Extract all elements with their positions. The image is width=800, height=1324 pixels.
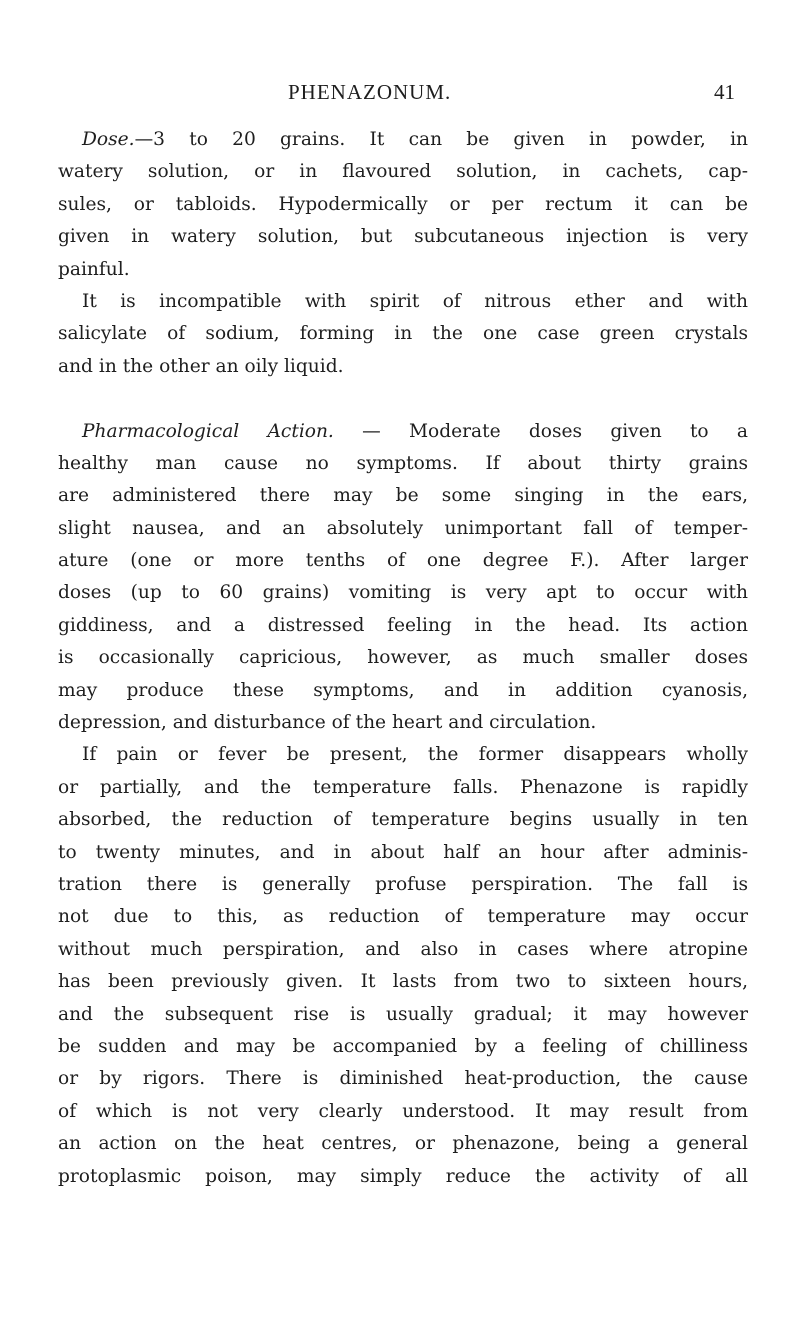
action-heading: Pharmacological Action. <box>82 420 334 442</box>
page-header <box>0 80 800 110</box>
dose-line: watery solution, or in flavoured solution, in cachets, cap- <box>58 161 748 183</box>
action-line: depression, and disturbance of the heart and circulation. <box>58 712 597 734</box>
dose-line: Dose.—3 to 20 grains. It can be given in powder, in <box>82 129 748 150</box>
fever-line: not due to this, as reduction of temperature may occur <box>58 906 748 928</box>
fever-line: an action on the heat centres, or phenazone, being a general <box>58 1133 748 1155</box>
incompatible-line: and in the other an oily liquid. <box>58 355 344 377</box>
page-number: 41 <box>714 80 735 104</box>
fever-line: or by rigors. There is diminished heat-production, the cause <box>58 1068 748 1090</box>
fever-line: without much perspiration, and also in cases where atropine <box>58 938 748 960</box>
running-title: PHENAZONUM. <box>288 80 452 104</box>
action-line: may produce these symptoms, and in addition cyanosis, <box>58 679 748 701</box>
dose-heading: Dose. <box>82 129 135 150</box>
action-line: is occasionally capricious, however, as much smaller doses <box>58 647 748 669</box>
fever-line: protoplasmic poison, may simply reduce the activity of all <box>58 1165 748 1187</box>
action-line: healthy man cause no symptoms. If about thirty grains <box>58 452 748 474</box>
fever-line: be sudden and may be accompanied by a feeling of chilliness <box>58 1035 748 1057</box>
fever-line: of which is not very clearly understood. It may result from <box>58 1100 748 1122</box>
action-line: giddiness, and a distressed feeling in the head. Its action <box>58 614 748 636</box>
fever-line: has been previously given. It lasts from two to sixteen hours, <box>58 971 748 993</box>
body-text <box>58 124 748 1193</box>
dose-line: given in watery solution, but subcutaneous injection is very <box>58 226 748 248</box>
action-line: Pharmacological Action. — Moderate doses given to a <box>82 420 748 442</box>
action-line: slight nausea, and an absolutely unimportant fall of temper- <box>58 517 748 539</box>
action-line: doses (up to 60 grains) vomiting is very apt to occur with <box>58 582 748 604</box>
fever-line: If pain or fever be present, the former disappears wholly <box>82 744 748 766</box>
fever-line: or partially, and the temperature falls. Phenazone is rapidly <box>58 776 748 798</box>
dose-line: painful. <box>58 258 130 280</box>
fever-line: tration there is generally profuse perspiration. The fall is <box>58 873 748 895</box>
incompatible-line: It is incompatible with spirit of nitrous ether and with <box>82 290 748 312</box>
action-line: are administered there may be some singing in the ears, <box>58 485 748 507</box>
incompatible-line: salicylate of sodium, forming in the one case green crystals <box>58 323 748 345</box>
action-line: ature (one or more tenths of one degree F.). After larger <box>58 550 748 572</box>
fever-line: and the subsequent rise is usually gradual; it may however <box>58 1003 748 1025</box>
dose-line: sules, or tabloids. Hypodermically or per rectum it can be <box>58 193 748 215</box>
paragraph-gap <box>58 383 748 415</box>
fever-line: to twenty minutes, and in about half an hour after adminis- <box>58 841 748 863</box>
fever-line: absorbed, the reduction of temperature begins usually in ten <box>58 809 748 831</box>
